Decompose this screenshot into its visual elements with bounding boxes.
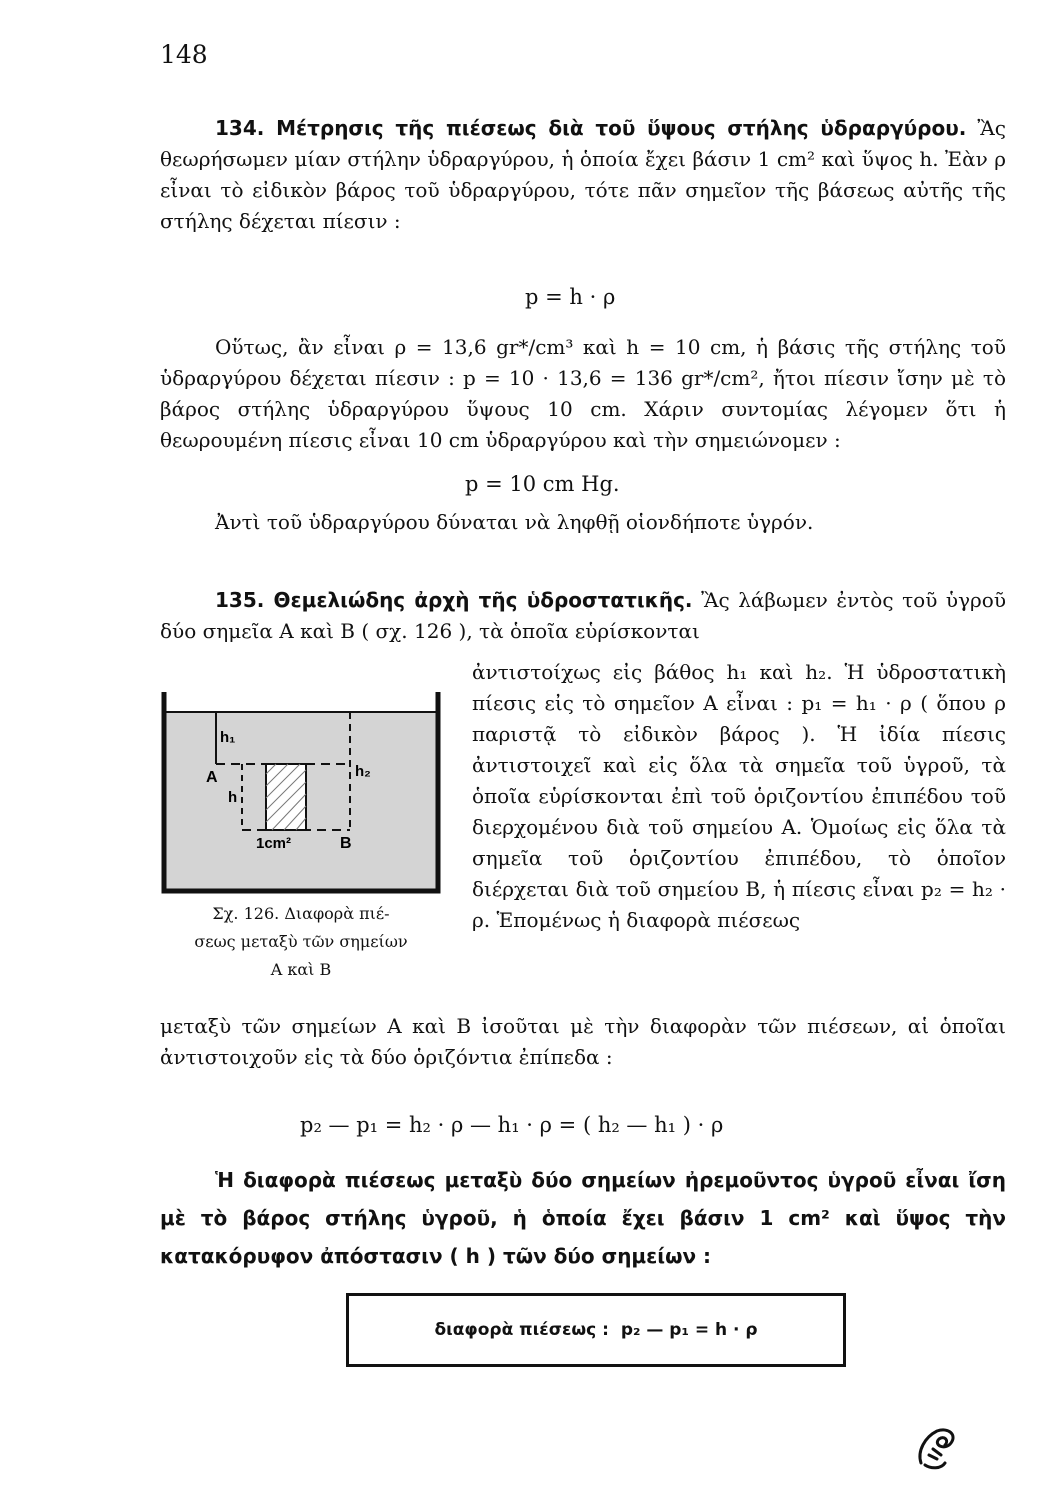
caption-line: Σχ. 126. Διαφορὰ πιέ- (212, 904, 390, 923)
box-formula: p₂ — p₁ = h · ρ (620, 1320, 758, 1340)
note-text: Ἀντὶ τοῦ ὑδραργύρου δύναται νὰ ληφθῇ οἱονδήποτε ὑγρόν. (215, 510, 814, 534)
principle-text: Ἡ διαφορὰ πιέσεως μεταξὺ δύο σημείων ἠρεμοῦντος ὑγροῦ εἶναι ἴση μὲ τὸ βάρος στήλης ὑγροῦ, ἡ ὁποία ἔχει βάσιν 1 cm² καὶ ὕψος τὴν κατακόρυφον ἀπόστασιν ( h ) τῶν δύο σημείων : (160, 1168, 1006, 1268)
box-label: διαφορὰ πιέσεως : (434, 1320, 609, 1340)
section-134-example (160, 332, 1006, 456)
section-135-intro: Ἂς λάβωμεν ἐντὸς τοῦ ὑγροῦ δύο σημεῖα A καὶ B ( σχ. 126 ), τὰ ὁποῖα εὑρίσκονται (160, 588, 1006, 643)
caption-line: A καὶ B (270, 960, 332, 979)
caption-line: σεως μεταξὺ τῶν σημείων (194, 932, 408, 951)
label-h: h (228, 789, 238, 806)
formula-cm-hg: p = 10 cm Hg. (465, 472, 620, 496)
summary-box (346, 1293, 846, 1367)
section-134-body: Ἂς θεωρήσωμεν μίαν στήλην ὑδραργύρου, ἡ ὁποία ἔχει βάσιν 1 cm² καὶ ὕψος h. Ἐὰν ρ εἶναι τὸ εἰδικὸν βάρος τοῦ ὑδραργύρου, τότε πᾶν σημεῖον τῆς βάσεως αὐτῆς τῆς στήλης δέχεται πίεσιν : (160, 116, 1006, 233)
principle-statement (160, 1161, 1006, 1275)
formula-difference: p₂ — p₁ = h₂ · ρ — h₁ · ρ = ( h₂ — h₁ ) · ρ (300, 1113, 724, 1137)
section-135-wrapped-text: ἀντιστοίχως εἰς βάθος h₁ καὶ h₂. Ἡ ὑδροστατικὴ πίεσις εἰς τὸ σημεῖον A εἶναι : p₁ = h₁ · ρ ( ὅπου ρ παριστᾷ τὸ εἰδικὸν βάρος ). Ἡ ἰδία πίεσις ἀντιστοιχεῖ καὶ εἰς ὅλα τὰ σημεῖα τοῦ ὑγροῦ, τὰ ὁποῖα εὑρίσκονται ἐπὶ τοῦ ὁριζοντίου ἐπιπέδου τοῦ διερχομένου διὰ τοῦ σημείου A. Ὁμοίως εἰς ὅλα τὰ σημεῖα τοῦ ὁριζοντίου ἐπιπέδου, τὸ ὁποῖον διέρχεται διὰ τοῦ σημείου B, ἡ πίεσις εἶναι p₂ = h₂ · ρ. Ἑπομένως ἡ διαφορὰ πιέσεως (472, 660, 1006, 932)
section-135-continuation: μεταξὺ τῶν σημείων A καὶ B ἰσοῦται μὲ τὴν διαφορὰν τῶν πιέσεων, αἱ ὁποῖαι ἀντιστοιχοῦν εἰς τὰ δύο ὁριζόντια ἐπίπεδα : (160, 1014, 1006, 1069)
section-135-paragraph (160, 585, 1006, 647)
example-text: Οὕτως, ἂν εἶναι ρ = 13,6 gr*/cm³ καὶ h = 10 cm, ἡ βάσις τῆς στήλης τοῦ ὑδραργύρου δέχεται πίεσιν : p = 10 · 13,6 = 136 gr*/cm², ἤτοι πίεσιν ἴσην μὲ τὸ βάρος στήλης ὑδραργύρου ὕψους 10 cm. Χάριν συντομίας λέγομεν ὅτι ἡ θεωρουμένη πίεσις εἶναι 10 cm ὑδραργύρου καὶ τὴν σημειώνομεν : (160, 335, 1006, 452)
section-135-heading: 135. Θεμελιώδης ἀρχὴ τῆς ὑδροστατικῆς. (215, 588, 693, 612)
figure-caption (160, 900, 442, 984)
label-1cm2: 1cm² (256, 835, 292, 852)
label-h2: h₂ (355, 763, 371, 780)
section-134-heading: 134. Μέτρησις τῆς πιέσεως διὰ τοῦ ὕψους στήλης ὑδραργύρου. (215, 116, 967, 140)
label-h1: h₁ (220, 729, 236, 746)
column-1cm2 (266, 764, 306, 830)
ornament-mark (915, 1425, 959, 1473)
formula-pressure: p = h · ρ (525, 285, 616, 309)
page-number: 148 (160, 40, 208, 69)
section-134-note (160, 507, 1006, 538)
figure-126 (160, 690, 442, 895)
label-b: B (340, 835, 352, 852)
label-a: A (206, 769, 218, 786)
section-134-paragraph (160, 113, 1006, 237)
